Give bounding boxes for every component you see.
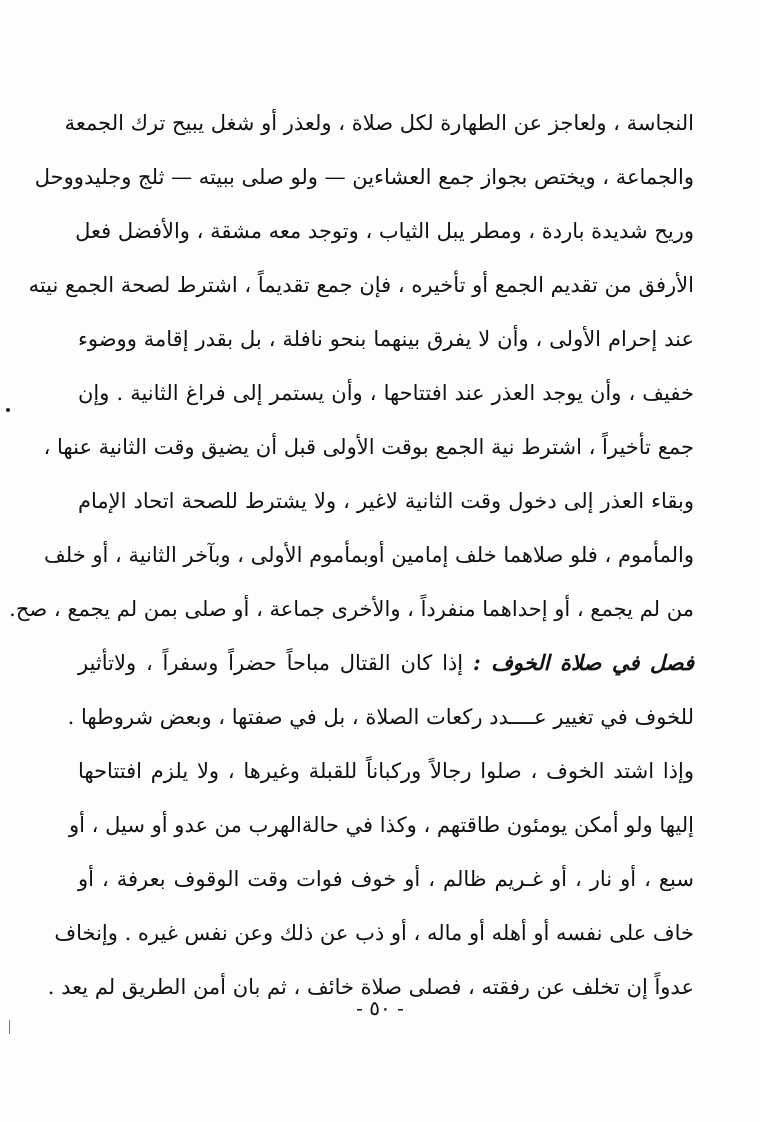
text-line: جمع تأخيراً ، اشترط نية الجمع بوقت الأولى قبل أن يضيق وقت الثانية عنها ، xyxy=(43,435,694,459)
page-number: - ٥٠ - xyxy=(356,996,404,1020)
text-line: عدواً إن تخلف عن رفقته ، فصلى صلاة خائف ، ثم بان أمن الطريق لم يعد . xyxy=(47,975,694,999)
section-heading-line xyxy=(78,636,694,690)
text-line: عند إحرام الأولى ، وأن لا يفرق بينهما بنحو نافلة ، بل بقدر إقامة ووضوء xyxy=(78,327,694,351)
text-line: وبقاء العذر إلى دخول وقت الثانية لاغير ، ولا يشترط للصحة اتحاد الإمام xyxy=(78,489,694,513)
text-line: وريح شديدة باردة ، ومطر يبل الثياب ، وتوجد معه مشقة ، والأفضل فعل xyxy=(75,219,694,243)
text-line: إليها ولو أمكن يومئون طاقتهم ، وكذا في حالةالهرب من عدو أو سيل ، أو xyxy=(69,813,694,837)
margin-mark xyxy=(9,1020,10,1034)
text-line: للخوف في تغيير عــــدد ركعات الصلاة ، بل في صفتها ، وبعض شروطها . xyxy=(67,705,694,729)
text-line: والمأموم ، فلو صلاهما خلف إمامين أوبمأموم الأولى ، وبآخر الثانية ، أو خلف xyxy=(44,543,694,567)
text-line: الأرفق من تقديم الجمع أو تأخيره ، فإن جمع تقديماً ، اشترط لصحة الجمع نيته xyxy=(28,273,694,297)
text-line: والجماعة ، ويختص بجواز جمع العشاءين — ولو صلى ببيته — ثلج وجليدووحل xyxy=(34,165,694,189)
text-line: وإذا اشتد الخوف ، صلوا رجالاً وركباناً للقبلة وغيرها ، ولا يلزم افتتاحها xyxy=(78,759,694,783)
text-line: سبع ، أو نار ، أو غـريم ظالم ، أو خوف فوات وقت الوقوف بعرفة ، أو xyxy=(78,867,694,891)
margin-dot xyxy=(6,408,10,412)
section-heading-text: إذا كان القتال مباحاً حضراً وسفراً ، ولاتأثير xyxy=(78,651,473,675)
text-line: خاف على نفسه أو أهله أو ماله ، أو ذب عن ذلك وعن نفس غيره . وإنخاف xyxy=(54,921,694,945)
body-text xyxy=(9,96,694,1014)
section-heading: فصل في صلاة الخوف : xyxy=(472,650,694,675)
text-line: النجاسة ، ولعاجز عن الطهارة لكل صلاة ، ولعذر أو شغل يبيح ترك الجمعة xyxy=(64,111,694,135)
text-line: خفيف ، وأن يوجد العذر عند افتتاحها ، وأن يستمر إلى فراغ الثانية . وإن xyxy=(78,381,694,405)
text-line: من لم يجمع ، أو إحداهما منفرداً ، والأخرى جماعة ، أو صلى بمن لم يجمع ، صح. xyxy=(9,597,694,621)
